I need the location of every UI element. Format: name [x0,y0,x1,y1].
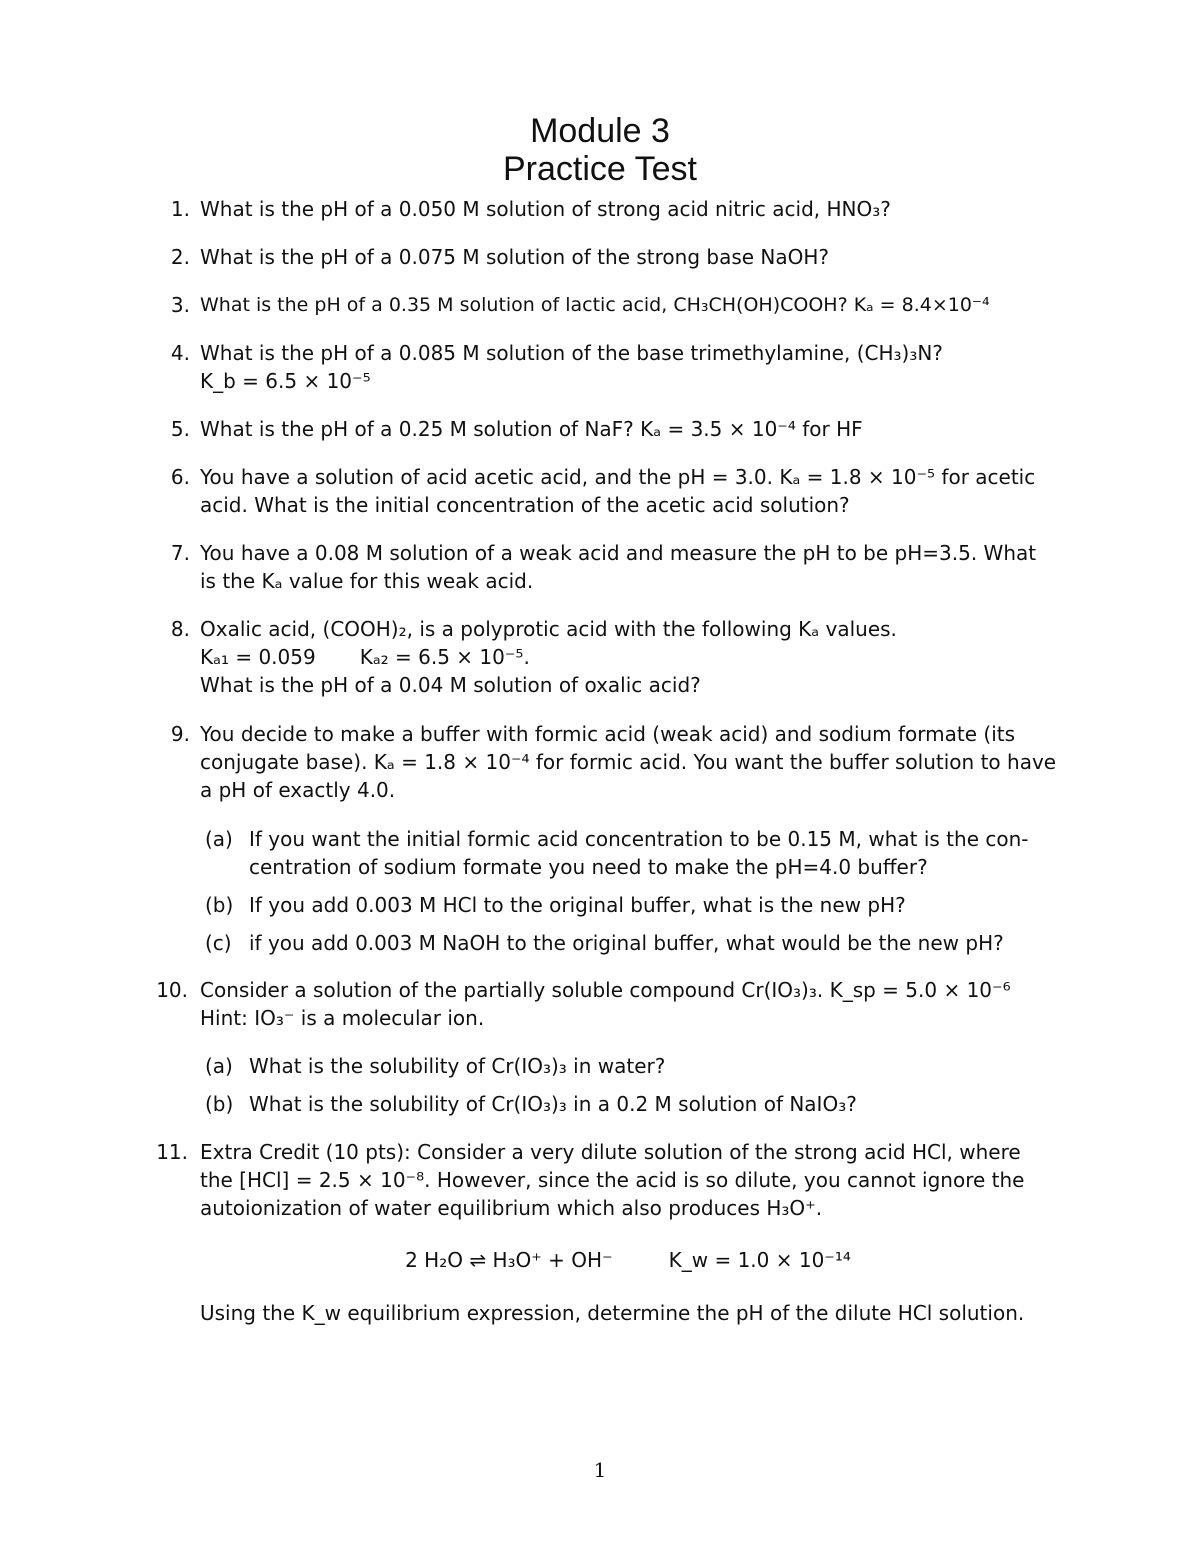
question-number: 5. [170,417,190,441]
subquestion-label: (b) [205,1092,234,1116]
question-5 [200,415,1060,443]
question-number: 7. [170,541,190,565]
question-9a [249,825,1060,881]
question-1-text: What is the pH of a 0.050 M solution of strong acid nitric acid, HNO₃? [200,197,891,221]
equilibrium-equation [0,1246,1200,1274]
question-9a-line-2: centration of sodium formate you need to make the pH=4.0 buffer? [249,855,928,879]
question-10 [200,976,1060,1032]
question-5-text: What is the pH of a 0.25 M solution of NaF? [200,417,634,441]
question-5-constant: Kₐ = 3.5 × 10⁻⁴ for HF [640,417,863,441]
question-3 [200,291,1060,319]
question-6 [200,463,1060,519]
question-8-line-3: What is the pH of a 0.04 M solution of oxalic acid? [200,673,701,697]
question-11-line-2: the [HCl] = 2.5 × 10⁻⁸. However, since the acid is so dilute, you cannot ignore the [200,1168,1025,1192]
question-11-line-1: Extra Credit (10 pts): Consider a very dilute solution of the strong acid HCl, where [200,1140,1021,1164]
question-9b-line-1: If you add 0.003 M HCl to the original buffer, what is the new pH? [249,893,906,917]
question-11-final [200,1299,1060,1327]
question-number: 10. [156,978,188,1002]
question-number: 6. [170,465,190,489]
page-number: 1 [593,1458,607,1482]
question-11-line-3: autoionization of water equilibrium which also produces H₃O⁺. [200,1196,823,1220]
question-number: 11. [156,1140,188,1164]
question-3-constant: Kₐ = 8.4×10⁻⁴ [853,294,990,316]
question-10a [249,1052,1060,1080]
question-11-final-text: Using the K_w equilibrium expression, determine the pH of the dilute HCl solution. [200,1301,1025,1325]
question-11 [200,1138,1060,1222]
question-9-line-2: conjugate base). Kₐ = 1.8 × 10⁻⁴ for formic acid. You want the buffer solution to have [200,750,1057,774]
question-11-equation: 2 H₂O ⇌ H₃O⁺ + OH⁻ [405,1248,613,1272]
subquestion-label: (b) [205,893,234,917]
question-6-line-1: You have a solution of acid acetic acid, and the pH = 3.0. Kₐ = 1.8 × 10⁻⁵ for acetic [200,465,1036,489]
question-11-kw: K_w = 1.0 × 10⁻¹⁴ [668,1248,851,1272]
question-8 [200,615,1060,699]
question-9-line-3: a pH of exactly 4.0. [200,778,396,802]
question-8-ka2: Kₐ₂ = 6.5 × 10⁻⁵. [359,645,530,669]
question-number: 2. [170,245,190,269]
question-10-line-2: Hint: IO₃⁻ is a molecular ion. [200,1006,485,1030]
subquestion-label: (c) [205,931,232,955]
question-number: 1. [170,197,190,221]
question-9-line-1: You decide to make a buffer with formic acid (weak acid) and sodium formate (its [200,722,1016,746]
question-9 [200,720,1060,804]
question-number: 9. [170,722,190,746]
question-number: 4. [170,341,190,365]
subquestion-label: (a) [205,1054,233,1078]
question-10b [249,1090,1060,1118]
document-subtitle: Practice Test [502,150,697,188]
question-9c-line-1: if you add 0.003 M NaOH to the original buffer, what would be the new pH? [249,931,1004,955]
question-8-ka1: Kₐ₁ = 0.059 [200,645,316,669]
subquestion-label: (a) [205,827,233,851]
question-7-line-1: You have a 0.08 M solution of a weak acid and measure the pH to be pH=3.5. What [200,541,1037,565]
question-7 [200,539,1060,595]
question-6-line-2: acid. What is the initial concentration of the acetic acid solution? [200,493,850,517]
question-1 [200,195,1060,223]
question-10b-line-1: What is the solubility of Cr(IO₃)₃ in a 0.2 M solution of NaIO₃? [249,1092,857,1116]
question-3-text: What is the pH of a 0.35 M solution of lactic acid, CH₃CH(OH)COOH? [200,294,848,316]
question-number: 3. [170,293,190,317]
question-4 [200,339,1060,395]
question-2-text: What is the pH of a 0.075 M solution of the strong base NaOH? [200,245,830,269]
question-2 [200,243,1060,271]
document-title: Module 3 [530,112,670,150]
question-10-line-1: Consider a solution of the partially soluble compound Cr(IO₃)₃. K_sp = 5.0 × 10⁻⁶ [200,978,1011,1002]
question-number: 8. [170,617,190,641]
question-7-line-2: is the Kₐ value for this weak acid. [200,569,534,593]
question-10a-line-1: What is the solubility of Cr(IO₃)₃ in water? [249,1054,666,1078]
question-4-text: What is the pH of a 0.085 M solution of the base trimethylamine, (CH₃)₃N? [200,341,943,365]
question-4-constant: K_b = 6.5 × 10⁻⁵ [200,369,371,393]
question-9b [249,891,1060,919]
question-8-line-1: Oxalic acid, (COOH)₂, is a polyprotic acid with the following Kₐ values. [200,617,897,641]
question-9c [249,929,1060,957]
question-9a-line-1: If you want the initial formic acid concentration to be 0.15 M, what is the con- [249,827,1029,851]
